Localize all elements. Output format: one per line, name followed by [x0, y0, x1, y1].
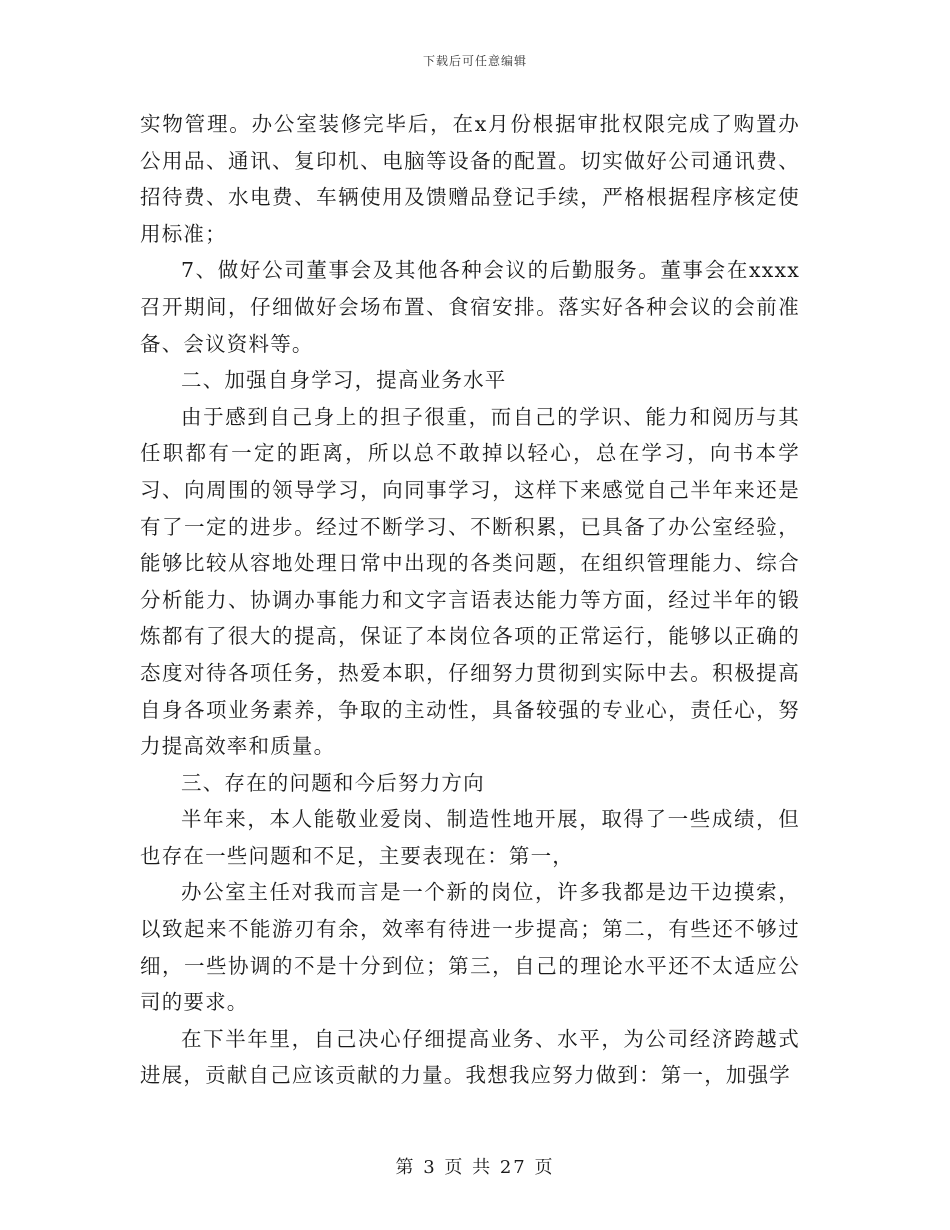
paragraph: 由于感到自己身上的担子很重，而自己的学识、能力和阅历与其任职都有一定的距离，所以总不敢掉以轻心，总在学习，向书本学习、向周围的领导学习，向同事学习，这样下来感觉自己半年来还是有了一定的进步。经过不断学习、不断积累，已具备了办公室经验，能够比较从容地处理日常中出现的各类问题，在组织管理能力、综合分析能力、协调办事能力和文字言语表达能力等方面，经过半年的锻炼都有了很大的提高，保证了本岗位各项的正常运行，能够以正确的态度对待各项任务，热爱本职，仔细努力贯彻到实际中去。积极提高自身各项业务素养，争取的主动性，具备较强的专业心，责任心，努力提高效率和质量。: [140, 404, 800, 759]
page-header-note: 下载后可任意编辑: [422, 54, 527, 68]
paragraph: 在下半年里，自己决心仔细提高业务、水平，为公司经济跨越式进展，贡献自己应该贡献的力量。我想我应努力做到：第一，加强学: [140, 1026, 800, 1088]
paragraph: 办公室主任对我而言是一个新的岗位，许多我都是边干边摸索，以致起来不能游刃有余，效率有待进一步提高；第二，有些还不够过细，一些协调的不是十分到位；第三，自己的理论水平还不太适应公司的要求。: [140, 880, 800, 1015]
paragraph: 实物管理。办公室装修完毕后，在x月份根据审批权限完成了购置办公用品、通讯、复印机、电脑等设备的配置。切实做好公司通讯费、招待费、水电费、车辆使用及馈赠品登记手续，严格根据程序核定使用标准；: [140, 112, 800, 246]
section-heading: 二、加强自身学习，提高业务水平: [181, 368, 507, 393]
section-heading: 三、存在的问题和今后努力方向: [181, 770, 485, 795]
paragraph: 7、做好公司董事会及其他各种会议的后勤服务。董事会在xxxx召开期间，仔细做好会场布置、食宿安排。落实好各种会议的会前准备、会议资料等。: [140, 258, 800, 356]
paragraph: 半年来，本人能敬业爱岗、制造性地开展，取得了一些成绩，但也存在一些问题和不足，主要表现在：第一，: [140, 807, 800, 868]
page-number: 第 3 页 共 27 页: [395, 1157, 555, 1178]
document-body: [140, 106, 800, 1094]
